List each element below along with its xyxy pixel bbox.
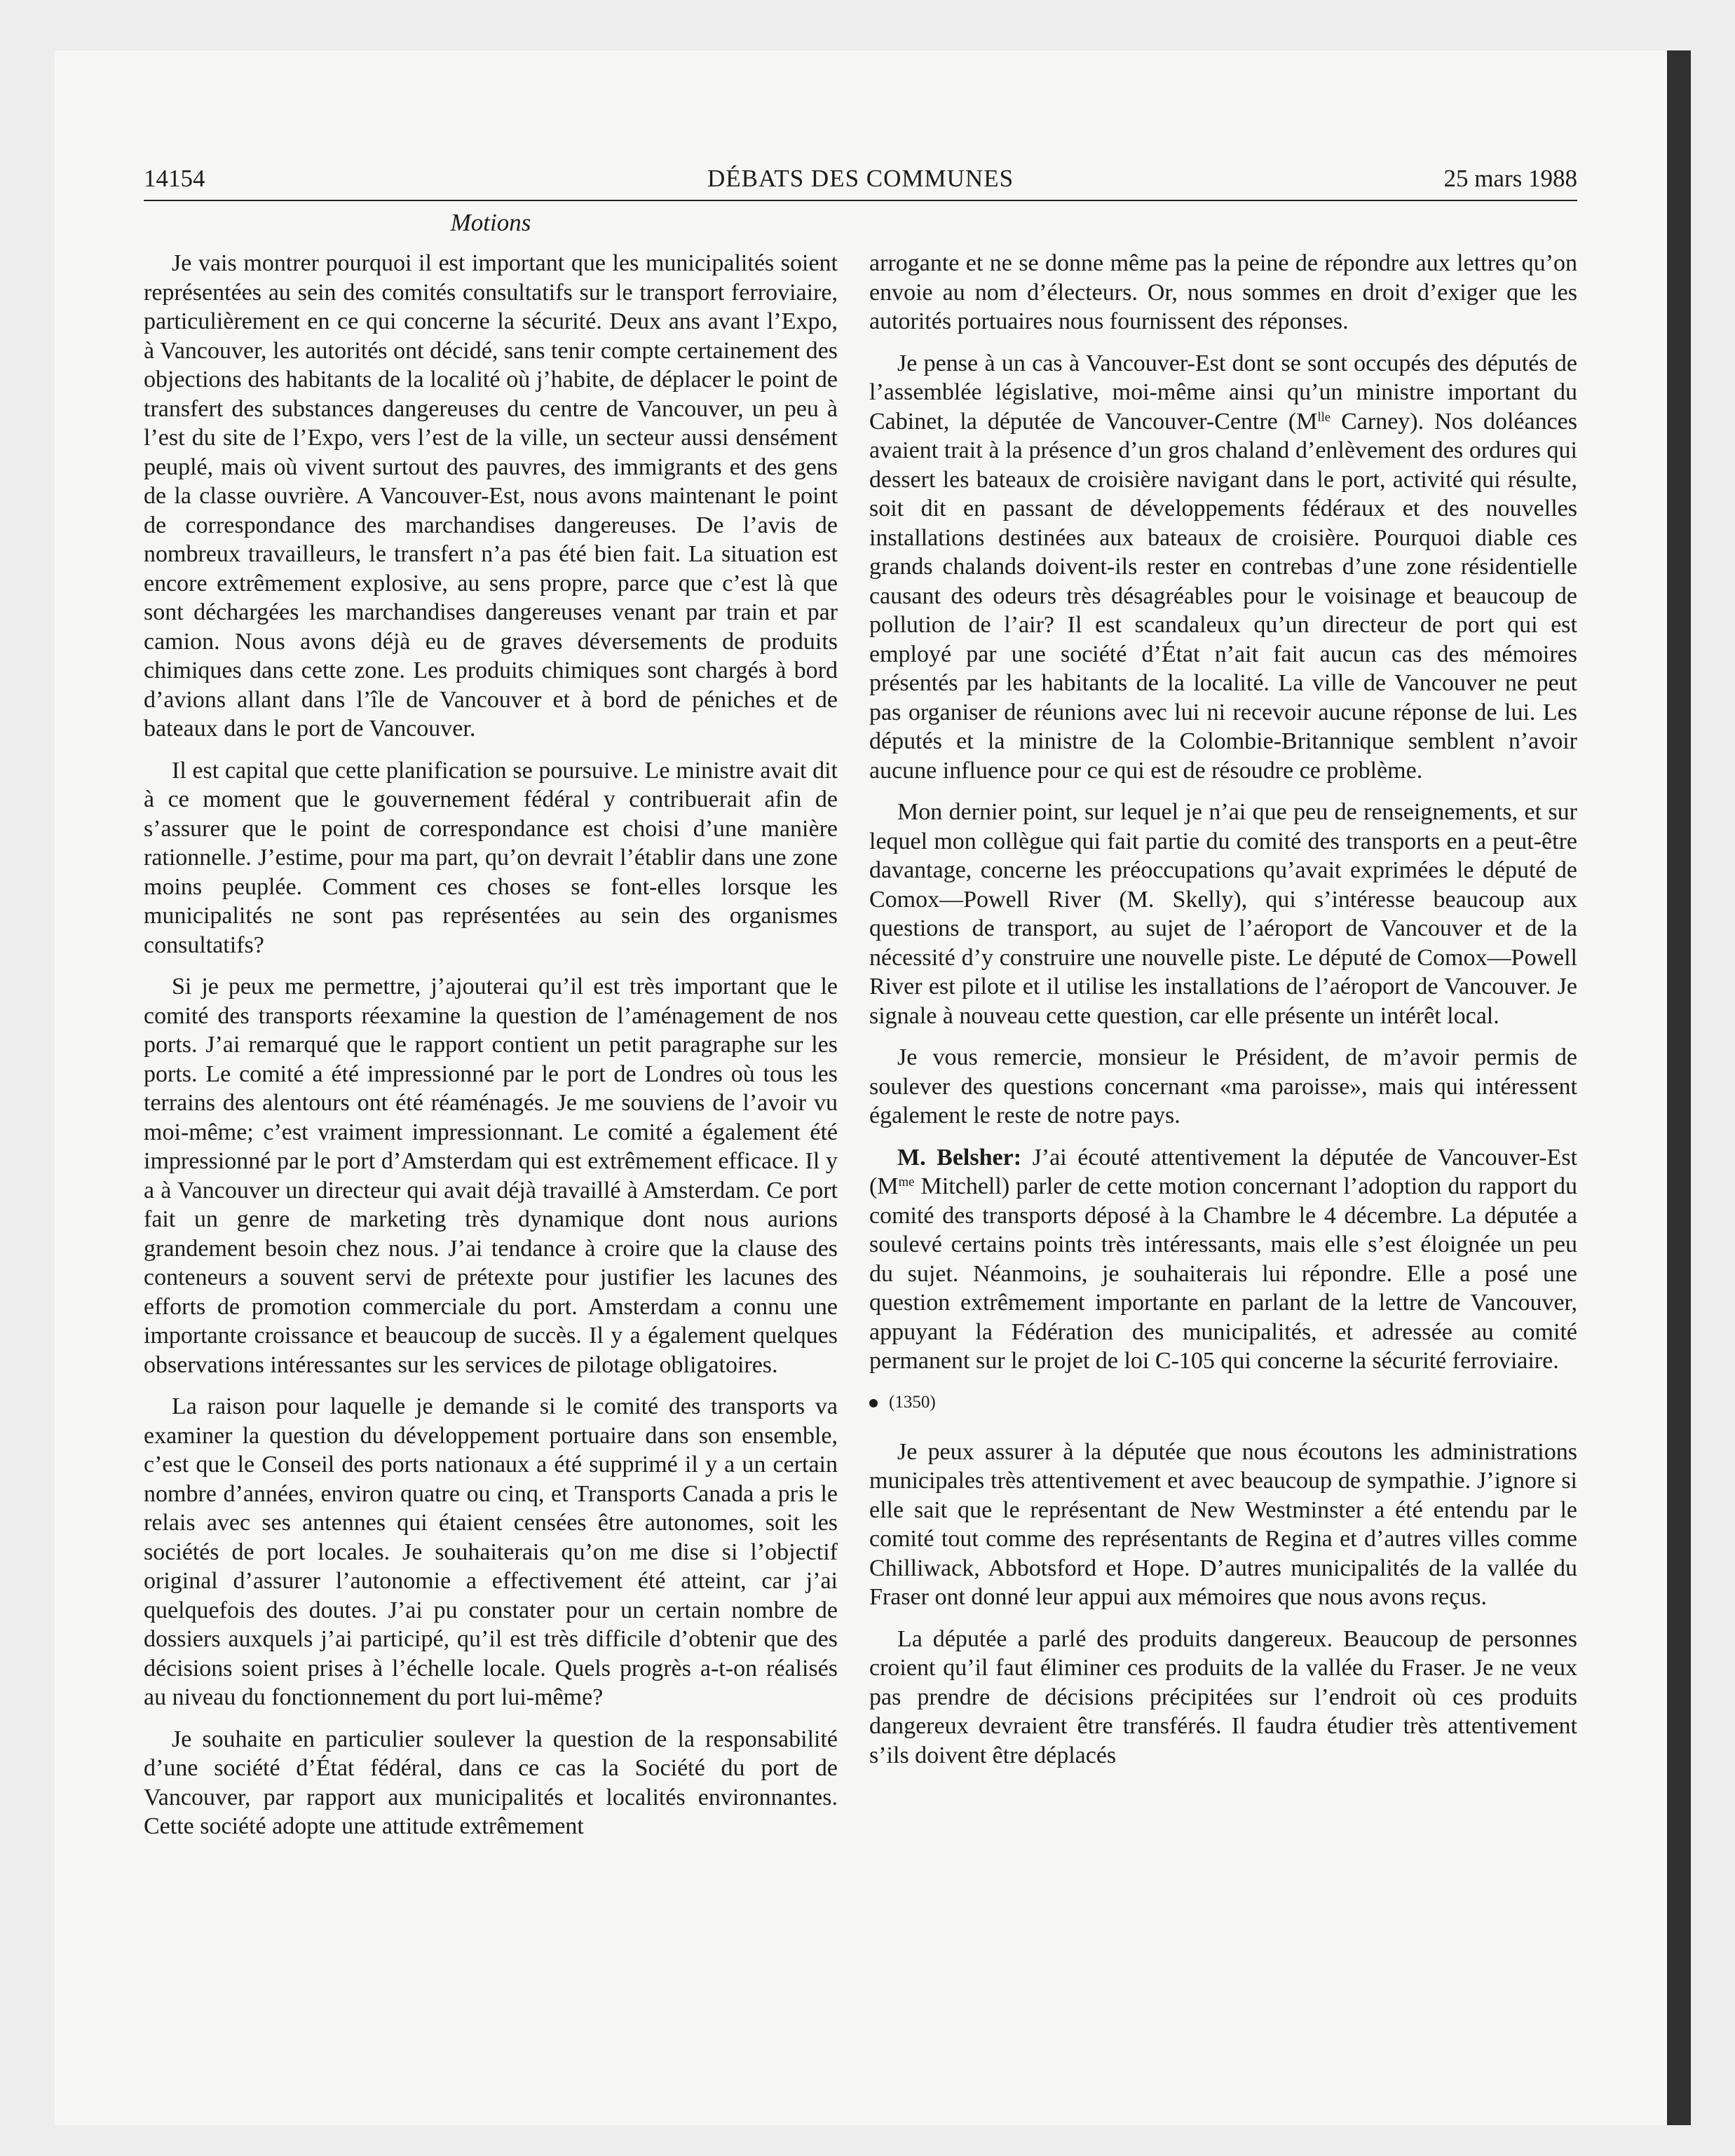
paragraph: arrogante et ne se donne même pas la peine de répondre aux lettres qu’on envoie au nom d’électeurs. Or, nous sommes en droit d’exiger que les autorités portuaires nous fournissent des réponses. <box>869 250 1577 334</box>
time-marker-text: (1350) <box>889 1392 936 1412</box>
left-column <box>144 249 838 1854</box>
paragraph: Je vais montrer pourquoi il est important que les municipalités soient représentées au sein des comités consultatifs sur le transport ferroviaire, particulièrement en ce qui concerne la sécurité. Deux ans avant l’Expo, à Vancouver, les autorités ont décidé, sans tenir compte certainement des objections des habitants de la localité où j’habite, de déplacer le point de transfert des substances dangereuses du centre de Vancouver, un peu à l’est du site de l’Expo, vers l’est de la ville, un secteur aussi densément peuplé, mais où vivent surtout des pauvres, des immigrants et des gens de la classe ouvrière. A Vancouver-Est, nous avons maintenant le point de correspondance des marchandises dangereuses. De l’avis de nombreux travailleurs, le transfert n’a pas été bien fait. La situation est encore extrêmement explosive, au sens propre, parce que c’est là que sont déchargées les marchandises dangereuses venant par train et par camion. Nous avons déjà eu de graves déversements de produits chimiques dans cette zone. Les produits chimiques sont chargés à bord d’avions allant dans l’île de Vancouver et à bord de péniches et de bateaux dans le port de Vancouver. <box>144 250 838 742</box>
right-column <box>869 249 1577 1782</box>
paragraph <box>869 1143 1577 1376</box>
superscript: lle <box>1317 409 1331 425</box>
paragraph: Je vous remercie, monsieur le Président, de m’avoir permis de soulever des questions concernant «ma paroisse», mais qui intéressent également le reste de notre pays. <box>869 1044 1577 1128</box>
paragraph: Je peux assurer à la députée que nous écoutons les administrations municipales très attentivement et avec beaucoup de sympathie. J’ignore si elle sait que le représentant de New Westminster a été entendu par le comité tout comme des représentants de Regina et d’autres villes comme Chilliwack, Abbotsford et Hope. D’autres municipalités de la vallée du Fraser ont donné leur appui aux mémoires que nous avons reçus. <box>869 1438 1577 1610</box>
text-run: Carney). Nos doléances avaient trait à la présence d’un gros chaland d’enlèvement des ordures qui dessert les bateaux de croisière navigant dans le port, activité qui résulte, soit dit en passant de développements fédéraux et des nouvelles installations destinées aux bateaux de croisière. Pourquoi diable ces grands chalands doivent-ils rester en contrebas d’une zone résidentielle causant des odeurs très désagréables pour le voisinage et beaucoup de pollution de l’air? Il est scandaleux qu’un directeur de port qui est employé par une société d’État n’ait fait aucun cas des mémoires présentés par les habitants de la localité. La ville de Vancouver ne peut pas organiser de réunions avec lui ni recevoir aucune réponse de lui. Les députés et la ministre de la Colombie-Britannique semblent n’avoir aucune influence pour ce qui est de résoudre ce problème. <box>869 408 1577 784</box>
text-run: J’ai écouté attentivement la députée de Vancouver-Est (M <box>869 1144 1577 1199</box>
paragraph: La raison pour laquelle je demande si le comité des transports va examiner la question du développement portuaire dans son ensemble, c’est que le Conseil des ports nationaux a été supprimé il y a un certain nombre d’années, environ quatre ou cinq, et Transports Canada a pris le relais avec ses antennes qui étaient censées être autonomes, soit les sociétés de port locales. Je souhaiterais qu’on me dise si l’objectif original d’assurer l’autonomie a effectivement été atteint, car j’ai quelquefois des doutes. J’ai pu constater pour un certain nombre de dossiers auxquels j’ai participé, qu’il est très difficile d’obtenir que des décisions soient prises à l’échelle locale. Quels progrès a-t-on réalisés au niveau du fonctionnement du port lui-même? <box>144 1393 838 1710</box>
paragraph: Je souhaite en particulier soulever la question de la responsabilité d’une société d’État fédéral, dans ce cas la Société du port de Vancouver, par rapport aux municipalités et localités environnantes. Cette société adopte une attitude extrêmement <box>144 1726 838 1839</box>
paragraph: La députée a parlé des produits dangereux. Beaucoup de personnes croient qu’il faut éliminer ces produits de la vallée du Fraser. Je ne veux pas prendre de décisions précipitées sur l’endroit où ces produits dangereux devraient être transférés. Il faudra étudier très attentivement s’ils doivent être déplacés <box>869 1625 1577 1768</box>
paragraph: Si je peux me permettre, j’ajouterai qu’il est très important que le comité des transports réexamine la question de l’aménagement de nos ports. J’ai remarqué que le rapport contient un petit paragraphe sur les ports. Le comité a été impressionné par le port de Londres où tous les terrains des alentours ont été réaménagés. Je me souviens de l’avoir vu moi-même; c’est vraiment impressionnant. Le comité a également été impressionné par le port d’Amsterdam qui est extrêmement efficace. Il y a à Vancouver un directeur qui avait déjà travaillé à Amsterdam. Ce port fait un genre de marketing très dynamique dont nous aurions grandement besoin chez nous. J’ai tendance à croire que la clause des conteneurs a souvent servi de prétexte pour justifier les lacunes des efforts de promotion commerciale du port. Amsterdam a connu une importante croissance et beaucoup de succès. Il y a également quelques observations intéressantes sur les services de pilotage obligatoires. <box>144 974 838 1378</box>
bullet-icon <box>869 1399 878 1407</box>
journal-title: DÉBATS DES COMMUNES <box>707 165 1014 192</box>
time-marker <box>869 1389 1577 1417</box>
superscript: me <box>898 1174 915 1189</box>
page-header <box>144 158 1577 201</box>
page-number: 14154 <box>144 165 205 192</box>
scan-edge-bar <box>1667 50 1691 2125</box>
section-heading: Motions <box>450 209 531 236</box>
paragraph: Mon dernier point, sur lequel je n’ai que peu de renseignements, et sur lequel mon collègue qui fait partie du comité des transports en a peut-être davantage, concerne les préoccupations qu’avait exprimées le député de Comox—Powell River (M. Skelly), qui s’intéresse beaucoup aux questions de transport, au sujet de l’aéroport de Vancouver et de la nécessité d’y construire une nouvelle piste. Le député de Comox—Powell River est pilote et il utilise les installations de l’aéroport de Vancouver. Je signale à nouveau cette question, car elle présente un intérêt local. <box>869 799 1577 1029</box>
page-date: 25 mars 1988 <box>1443 165 1577 192</box>
paragraph: Il est capital que cette planification se poursuive. Le ministre avait dit à ce moment que le gouvernement fédéral y contribuerait afin de s’assurer que le point de correspondance est choisi d’une manière rationnelle. J’estime, pour ma part, qu’on devrait l’établir dans une zone moins peuplée. Comment ces choses se font-elles lorsque les municipalités ne sont pas représentées au sein des organismes consultatifs? <box>144 757 838 958</box>
speaker-name: M. Belsher: <box>897 1144 1022 1171</box>
text-run: Mitchell) parler de cette motion concernant l’adoption du rapport du comité des transports déposé à la Chambre le 4 décembre. La députée a soulevé certains points très intéressants, mais elle s’est éloignée un peu du sujet. Néanmoins, je souhaiterais lui répondre. Elle a posé une question extrêmement importante en parlant de la lettre de Vancouver, appuyant la Fédération des municipalités, et adressée au comité permanent sur le projet de loi C-105 qui concerne la sécurité ferroviaire. <box>869 1173 1577 1374</box>
paragraph <box>869 349 1577 786</box>
text-run: Je pense à un cas à Vancouver-Est dont se sont occupés des députés de l’assemblée législative, moi-même ainsi qu’un ministre important du Cabinet, la députée de Vancouver-Centre (M <box>869 350 1577 435</box>
